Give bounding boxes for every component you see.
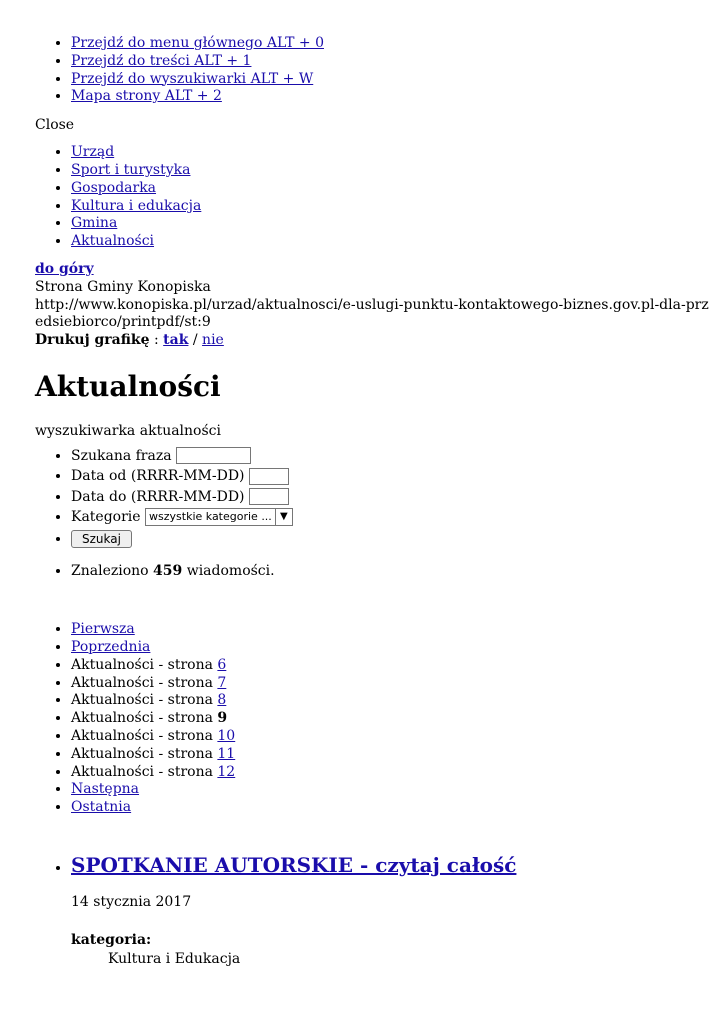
date-to-row	[71, 487, 715, 508]
pager-item	[71, 728, 715, 746]
pager-next-link[interactable]: Następna	[71, 781, 140, 798]
menu-link-gmina[interactable]: Gmina	[71, 215, 118, 232]
print-graphics-no-link[interactable]: nie	[202, 332, 224, 349]
pager-current-page: 9	[217, 710, 228, 727]
page-meta	[35, 261, 715, 350]
pager-item	[71, 675, 715, 693]
pager-page-link[interactable]: 8	[217, 692, 227, 709]
search-submit-row	[71, 528, 715, 550]
pager-page-link[interactable]: 6	[217, 656, 227, 673]
news-title	[71, 851, 715, 879]
category-select[interactable]	[145, 508, 293, 526]
news-title-link[interactable]: SPOTKANIE AUTORSKIE - czytaj całość	[71, 853, 517, 878]
pager-page-link[interactable]: 7	[217, 674, 227, 691]
menu-link-urzad[interactable]: Urząd	[71, 144, 115, 161]
search-button[interactable]: Szukaj	[71, 530, 132, 548]
results-count-list	[35, 563, 715, 581]
category-row	[71, 507, 715, 528]
chevron-down-icon: ▼	[275, 509, 292, 525]
pager-page-link[interactable]: 10	[217, 728, 236, 745]
skip-link-item	[71, 35, 715, 53]
pagination	[35, 621, 715, 817]
pager-page-prefix: Aktualności - strona	[71, 745, 218, 762]
date-from-label: Data od (RRRR-MM-DD)	[71, 468, 245, 485]
skip-to-content-link[interactable]: Przejdź do treści ALT + 1	[71, 52, 252, 69]
pager-last-link[interactable]: Ostatnia	[71, 799, 132, 816]
pager-prev-link[interactable]: Poprzednia	[71, 639, 151, 656]
news-search-form	[35, 446, 715, 550]
pager-item	[71, 781, 715, 799]
pager-page-prefix: Aktualności - strona	[71, 728, 218, 745]
results-prefix: Znaleziono	[71, 563, 154, 580]
page-url: http://www.konopiska.pl/urzad/aktualnosci/e-uslugi-punktu-kontaktowego-biznes.gov.pl-dla-przedsiebiorco/printpdf/st:9	[35, 296, 709, 331]
main-menu-item	[71, 233, 715, 251]
menu-link-aktualnosci[interactable]: Aktualności	[71, 233, 155, 250]
date-from-input[interactable]	[249, 468, 289, 485]
news-category-label: kategoria:	[71, 932, 152, 949]
news-category	[71, 931, 715, 969]
search-phrase-row	[71, 446, 715, 467]
pager-item	[71, 764, 715, 782]
pager-page-prefix: Aktualności - strona	[71, 763, 218, 780]
menu-link-gospodarka[interactable]: Gospodarka	[71, 179, 157, 196]
close-label[interactable]: Close	[35, 117, 75, 134]
skip-links-list	[35, 35, 715, 106]
pager-item	[71, 692, 715, 710]
pager-page-prefix: Aktualności - strona	[71, 710, 218, 727]
print-sep: /	[188, 332, 203, 349]
main-menu-item	[71, 198, 715, 216]
date-to-label: Data do (RRRR-MM-DD)	[71, 488, 245, 505]
page-content	[35, 0, 715, 969]
news-category-value: Kultura i Edukacja	[108, 951, 241, 968]
main-menu-item	[71, 144, 715, 162]
pager-item	[71, 657, 715, 675]
pager-page-link[interactable]: 11	[217, 745, 236, 762]
skip-link-item	[71, 88, 715, 106]
print-graphics-label: Drukuj grafikę	[35, 332, 150, 349]
skip-link-item	[71, 53, 715, 71]
pager-item	[71, 799, 715, 817]
results-number: 459	[153, 563, 183, 580]
print-graphics-yes-link[interactable]: tak	[163, 332, 189, 349]
news-list	[35, 851, 715, 969]
sitemap-link[interactable]: Mapa strony ALT + 2	[71, 88, 222, 105]
date-from-row	[71, 466, 715, 487]
news-date: 14 stycznia 2017	[71, 894, 192, 911]
pager-page-prefix: Aktualności - strona	[71, 656, 218, 673]
print-sep: :	[149, 332, 164, 349]
pager-page-prefix: Aktualności - strona	[71, 674, 218, 691]
print-graphics-row	[35, 332, 715, 350]
pager-page-prefix: Aktualności - strona	[71, 692, 218, 709]
pager-item	[71, 639, 715, 657]
skip-to-main-menu-link[interactable]: Przejdź do menu głównego ALT + 0	[71, 35, 324, 51]
search-phrase-label: Szukana fraza	[71, 447, 172, 464]
news-item	[71, 851, 715, 969]
site-name: Strona Gminy Konopiska	[35, 278, 211, 295]
pager-item	[71, 710, 715, 728]
category-label: Kategorie	[71, 509, 141, 526]
category-selected-value: wszystkie kategorie ...	[149, 510, 272, 524]
results-count	[71, 563, 715, 581]
pager-page-link[interactable]: 12	[217, 763, 236, 780]
main-menu-item	[71, 180, 715, 198]
pager-first-link[interactable]: Pierwsza	[71, 621, 135, 638]
pager-item	[71, 746, 715, 764]
main-menu	[35, 144, 715, 251]
main-menu-item	[71, 215, 715, 233]
date-to-input[interactable]	[249, 488, 289, 505]
search-phrase-input[interactable]	[176, 447, 251, 464]
skip-link-item	[71, 71, 715, 89]
skip-to-search-link[interactable]: Przejdź do wyszukiwarki ALT + W	[71, 70, 314, 87]
pager-item	[71, 621, 715, 639]
back-to-top-link[interactable]: do góry	[35, 260, 94, 277]
page-title: Aktualności	[35, 369, 221, 403]
search-heading: wyszukiwarka aktualności	[35, 422, 221, 439]
menu-link-kultura[interactable]: Kultura i edukacja	[71, 197, 202, 214]
menu-link-sport[interactable]: Sport i turystyka	[71, 161, 191, 178]
main-menu-item	[71, 162, 715, 180]
results-suffix: wiadomości.	[182, 563, 275, 580]
